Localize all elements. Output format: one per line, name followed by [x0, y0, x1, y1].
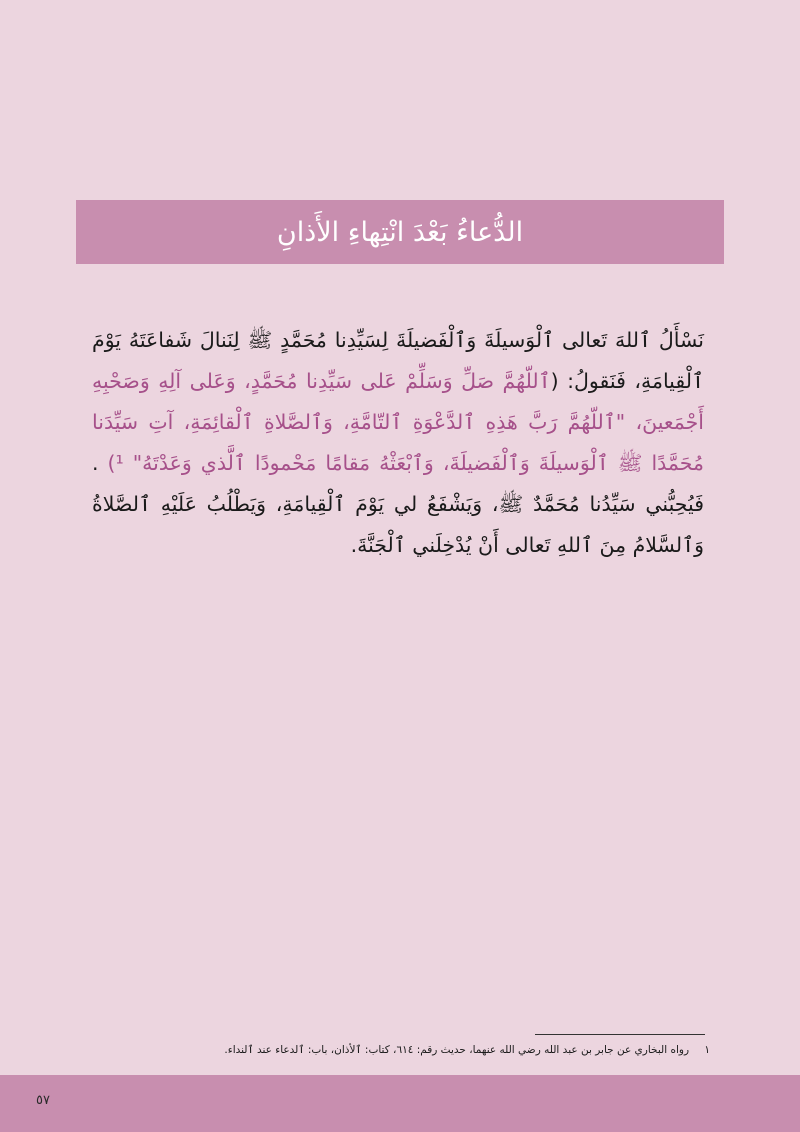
footnote-number: ١	[704, 1044, 710, 1056]
footnote-text: رواه البخاري عن جابر بن عبد الله رضي الله عنهما، حديث رقم: ٦١٤، كتاب: ٱلأذان، باب: ٱلدعاء عند ٱلنداء.	[224, 1044, 690, 1056]
intro-text: نَسْأَلُ ٱللهَ تَعالى ٱلْوَسيلَةَ وَٱلْفَضيلَةَ لِسَيِّدِنا مُحَمَّدٍ ﷺ لِنَنالَ شَفاعَتَهُ يَوْمَ ٱلْقِيامَةِ، فَنَقولُ: (	[92, 328, 704, 393]
body-paragraph	[92, 320, 704, 566]
title-bar	[76, 200, 724, 264]
dua-text: ٱللّهُمَّ صَلِّ وَسَلِّمْ عَلى سَيِّدِنا مُحَمَّدٍ، وَعَلى آلِهِ وَصَحْبِهِ أَجْمَعينَ، "ٱللّهُمَّ رَبَّ هَذِهِ ٱلدَّعْوَةِ ٱلتّامَّةِ، وَٱلصَّلاةِ ٱلْقائِمَةِ، آتِ سَيِّدَنا مُحَمَّدًا ﷺ ٱلْوَسيلَةَ وَٱلْفَضيلَةَ، وَٱبْعَثْهُ مَقامًا مَحْمودًا ٱلَّذي وَعَدْتَهُ" ¹)	[92, 369, 704, 475]
footnote	[180, 1044, 710, 1056]
page-title: الدُّعاءُ بَعْدَ انْتِهاءِ الأَذانِ	[276, 216, 524, 248]
footer-bar	[0, 1075, 800, 1132]
closing-text: . فَيُحِبُّني سَيِّدُنا مُحَمَّدٌ ﷺ، وَيَشْفَعُ لي يَوْمَ ٱلْقِيامَةِ، وَيَطْلُبُ عَلَيْهِ ٱلصَّلاةُ وَٱلسَّلامُ مِنَ ٱللهِ تَعالى أَنْ يُدْخِلَني ٱلْجَنَّةَ.	[92, 451, 704, 557]
footnote-divider	[535, 1034, 705, 1035]
page-number: ٥٧	[36, 1093, 50, 1108]
